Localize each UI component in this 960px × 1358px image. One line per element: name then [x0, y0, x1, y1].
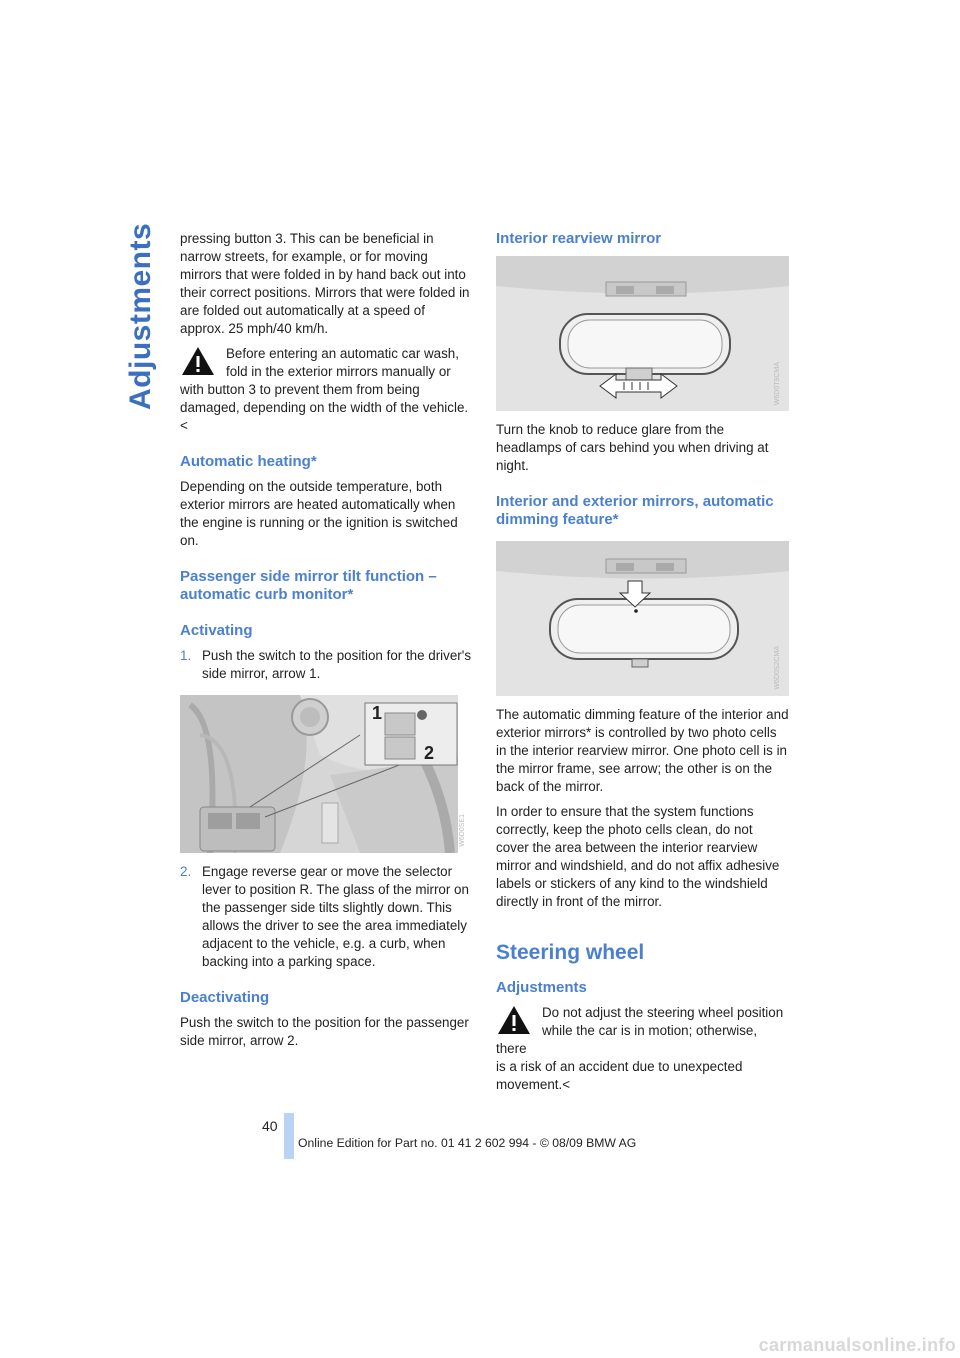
paragraph-heating: Depending on the outside temperature, both exterior mirrors are heated automatically when the engine is running or the ignition is switched on.: [180, 479, 458, 548]
step-text: Push the switch to the position for the driver's side mirror, arrow 1.: [202, 648, 472, 681]
step-number: 2.: [180, 864, 192, 879]
warning-triangle-icon: [180, 345, 216, 377]
paragraph-dimming: The automatic dimming feature of the interior and exterior mirrors* is controlled by two photo cells in the interior rearview mirror. One photo cell is in the mirror frame, see arrow; the other is on the back of the mirror.: [496, 707, 789, 794]
figure-dimming-mirror: [496, 541, 789, 696]
paragraph-deactivating: Push the switch to the position for the passenger side mirror, arrow 2.: [180, 1015, 469, 1048]
section-title-text: Adjustments: [124, 222, 157, 410]
svg-text:1: 1: [372, 703, 383, 723]
warning-steering: [496, 1004, 789, 1094]
warning-car-wash: [180, 345, 473, 435]
figure-mirror-switch: [180, 695, 466, 853]
footer-accent-bar: [284, 1113, 294, 1159]
watermark: carmanualsonline.info: [758, 1335, 956, 1355]
step-2: [180, 863, 473, 971]
interior-mirror-illustration: [496, 256, 789, 411]
dimming-mirror-illustration: [496, 541, 789, 696]
figure-code: W6D0T9CMA: [774, 361, 781, 405]
heading-steering-wheel: Steering wheel: [496, 941, 645, 964]
paragraph-button-3: pressing button 3. This can be beneficial in narrow streets, for example, or for moving mirrors that were folded in by hand back out into their correct positions. Mirrors that were folded in are folded out automatically at a speed of approx. 25 mph/40 km/h.: [180, 231, 470, 336]
paragraph-interior-mirror: Turn the knob to reduce glare from the headlamps of cars behind you when driving at night.: [496, 422, 769, 473]
figure-code: W6D0S2CMA: [774, 646, 781, 690]
heading-deactivating: Deactivating: [180, 989, 270, 1006]
warning-rest: is a risk of an accident due to unexpected movement.: [496, 1059, 743, 1092]
paragraph-photo-cells: In order to ensure that the system functions correctly, keep the photo cells clean, do not cover the area between the interior rearview mirror and windshield, and do not affix adhesive labels or stickers of any kind to the windshield directly in front of the mirror.: [496, 804, 780, 909]
step-number: 1.: [180, 648, 192, 663]
left-column: [180, 230, 473, 1057]
heading-auto-dimming: Interior and exterior mirrors, automatic dimming feature*: [496, 493, 774, 528]
end-mark: <: [562, 1077, 571, 1092]
figure-code: W6D0SE1: [459, 814, 466, 847]
right-column: [496, 230, 789, 1094]
heading-activating: Activating: [180, 622, 253, 639]
section-title-vertical: [120, 222, 160, 410]
heading-tilt-function: Passenger side mirror tilt function – automatic curb monitor*: [180, 568, 437, 603]
step-text: Engage reverse gear or move the selector lever to position R. The glass of the mirror on the passenger side tilts slightly down. This allows the driver to see the area immediately adjacent to the vehicle, e.g. a curb, when backing into a parking space.: [202, 864, 469, 969]
warning-rest: with button 3 to prevent them from being damaged, depending on the width of the vehicle.: [180, 382, 469, 415]
heading-automatic-heating: Automatic heating*: [180, 453, 317, 470]
step-1: [180, 647, 473, 683]
mirror-switch-illustration: [180, 695, 458, 853]
svg-text:2: 2: [424, 743, 435, 763]
end-mark: <: [180, 418, 188, 433]
warning-lead: Do not adjust the steering wheel position while the car is in motion; otherwise, there: [496, 1005, 784, 1056]
heading-adjustments: Adjustments: [496, 979, 587, 996]
page-number: 40: [262, 1118, 278, 1134]
warning-lead: Before entering an automatic car wash, fold in the exterior mirrors manually or: [226, 346, 459, 379]
warning-triangle-icon: [496, 1004, 532, 1036]
edition-notice: Online Edition for Part no. 01 41 2 602 994 - © 08/09 BMW AG: [298, 1136, 637, 1150]
heading-interior-mirror: Interior rearview mirror: [496, 230, 662, 247]
figure-interior-mirror: [496, 256, 789, 411]
